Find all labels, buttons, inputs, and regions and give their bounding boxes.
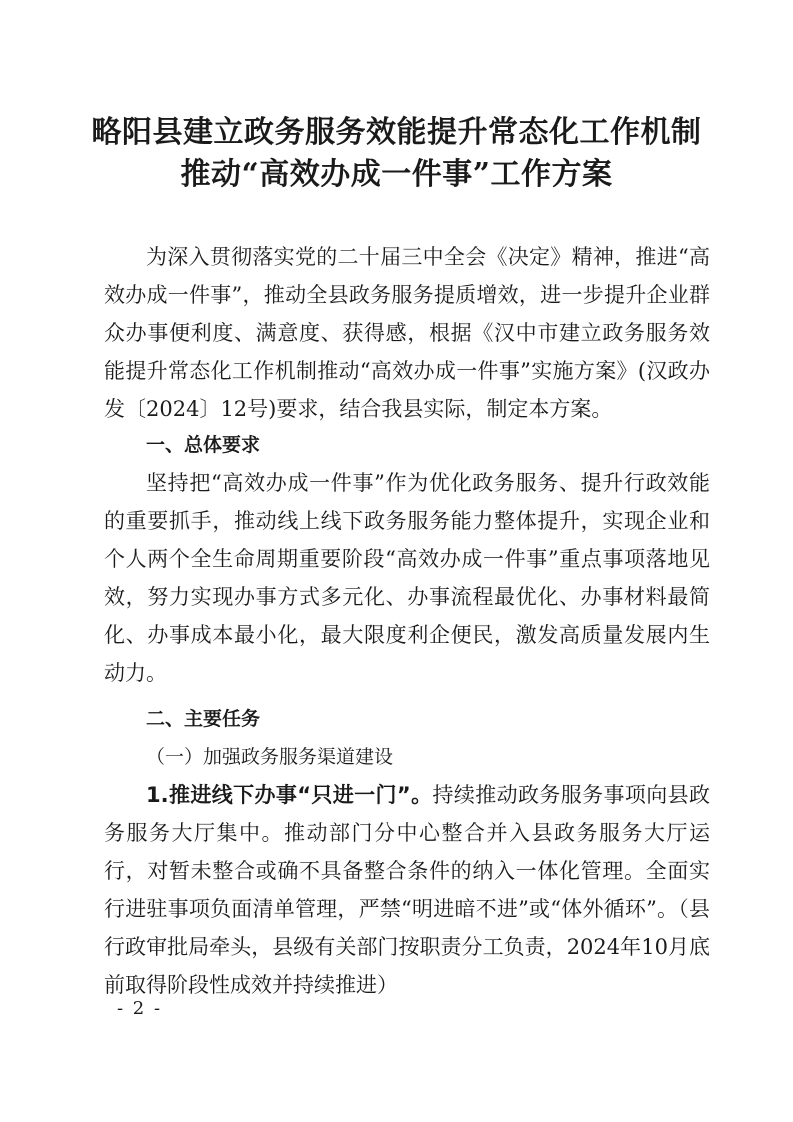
item-1-body: 持续推动政务服务事项向县政务服务大厅集中。推动部门分中心整合并入县政务服务大厅运行，对暂未整合或确不具备整合条件的纳入一体化管理。全面实行进驻事项负面清单管理，严禁“明进暗不进”或“体外循环”。（县行政审批局牵头，县级有关部门按职责分工负责，2024年10月底前取得阶段性成效并持续推进）: [104, 783, 710, 997]
section-2-heading: 二、主要任务: [146, 708, 261, 730]
document-title-line-2: 推动“高效办成一件事”工作方案: [180, 157, 613, 192]
intro-paragraph: 为深入贯彻落实党的二十届三中全会《决定》精神，推进“高效办成一件事”，推动全县政务服务提质增效，进一步提升企业群众办事便利度、满意度、获得感，根据《汉中市建立政务服务效能提升常态化工作机制推动“高效办成一件事”实施方案》(汉政办发〔2024〕12号)要求，结合我县实际，制定本方案。: [104, 245, 710, 421]
document-title-line-1: 略阳县建立政务服务效能提升常态化工作机制: [91, 115, 702, 150]
section-1-body: 坚持把“高效办成一件事”作为优化政务服务、提升行政效能的重要抓手，推动线上线下政务服务能力整体提升，实现企业和个人两个全生命周期重要阶段“高效办成一件事”重点事项落地见效，努力实现办事方式多元化、办事流程最优化、办事材料最简化、办事成本最小化，最大限度利企便民，激发高质量发展内生动力。: [104, 471, 710, 685]
subsection-1-heading: （一）加强政务服务渠道建设: [146, 746, 394, 768]
page-number: - 2 -: [117, 998, 163, 1019]
section-1-heading: 一、总体要求: [146, 434, 261, 456]
item-1-paragraph: [104, 776, 710, 1004]
item-1-lead: 1.推进线下办事“只进一门”。: [146, 783, 433, 807]
